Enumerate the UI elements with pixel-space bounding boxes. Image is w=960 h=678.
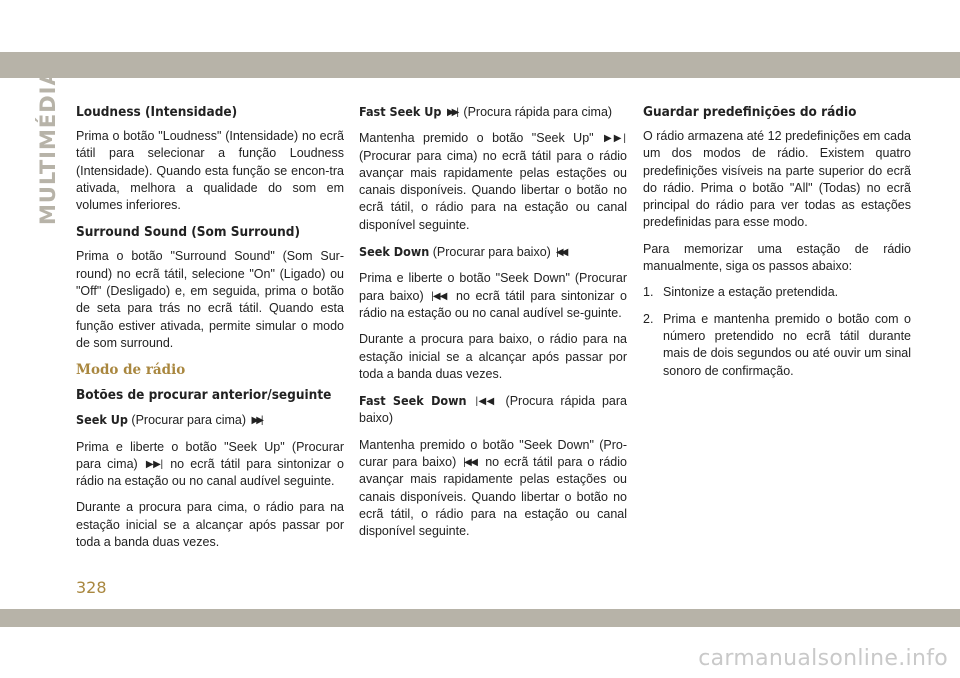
seek-down-desc: (Procurar para baixo) bbox=[432, 245, 551, 260]
paragraph-surround: Prima o botão "Surround Sound" (Som Sur-round) no ecrã tátil, selecione "On" (Ligado) ou "Off" (Desligado) e, em seguida, prima o botão de seta para trás no ecrã tátil. Quando esta função estiver ativada, permite simular o modo de som surround. bbox=[76, 249, 344, 350]
paragraph-memorizar: Para memorizar uma estação de rádio manualmente, siga os passos abaixo: bbox=[643, 241, 911, 274]
heading-surround: Surround Sound (Som Surround) bbox=[76, 224, 301, 241]
seek-up-title bbox=[76, 411, 344, 429]
list-item bbox=[643, 284, 911, 301]
seek-down-text-a: Prima e liberte o botão "Seek Down" (Procurar para baixo) bbox=[359, 271, 627, 303]
step-number: 1. bbox=[643, 285, 654, 300]
step-text: Sintonize a estação pretendida. bbox=[663, 285, 839, 300]
step-text: Prima e mantenha premido o botão com o número pretendido no ecrã tátil durante mais de dois segundos ou até ouvir um sinal sonoro de confirmação. bbox=[663, 311, 911, 378]
step-number: 2. bbox=[643, 311, 654, 326]
heading-loudness: Loudness (Intensidade) bbox=[76, 104, 238, 120]
fast-up-text-a: Mantenha premido o botão "Seek Up" bbox=[359, 131, 594, 146]
watermark-text: carmanualsonline.info bbox=[698, 646, 948, 671]
fast-down-text-a: Mantenha premido o botão "Seek Down" (Pro-curar para baixo) bbox=[359, 437, 627, 470]
paragraph-fast-seek-down bbox=[359, 437, 627, 541]
column-2 bbox=[359, 103, 627, 550]
fast-seek-up-desc: (Procura rápida para cima) bbox=[463, 105, 613, 119]
paragraph-guardar: O rádio armazena até 12 predefinições em cada um dos modos de rádio. Existem quatro predefinições visíveis na parte superior do ecrã do rádio. Prima o botão "All" (Todas) no ecrã principal do rádio para ver todas as estações predefinidas para esse modo. bbox=[643, 129, 911, 230]
fast-up-text-b: (Procurar para cima) no ecrã tátil para o rádio avançar mais rapidamente pelas estações ou canais disponíveis. Quando libertar o botão no ecrã tátil, o rádio para na estação ou canal disponível seguinte. bbox=[359, 148, 627, 232]
seek-up-lead: Seek Up bbox=[76, 412, 128, 428]
seek-up-text-b: no ecrã tátil para sintonizar o rádio na estação ou no canal audível seguinte. bbox=[76, 456, 344, 489]
seek-down-icon: |◀◀ bbox=[475, 396, 495, 408]
seek-down-title bbox=[359, 243, 627, 261]
seek-up-icon: ▶▶| bbox=[604, 133, 623, 145]
heading-guardar: Guardar predefinições do rádio bbox=[643, 104, 857, 120]
column-3 bbox=[643, 103, 911, 389]
seek-up-desc: (Procurar para cima) bbox=[131, 413, 247, 428]
fast-seek-up-title bbox=[359, 103, 627, 121]
seek-down-icon: |◀◀ bbox=[556, 247, 566, 259]
paragraph-seek-up bbox=[76, 439, 344, 491]
seek-down-icon: |◀◀ bbox=[463, 457, 477, 469]
heading-botoes-procurar: Botões de procurar anterior/seguinte bbox=[76, 387, 332, 404]
section-side-label: MULTIMÉDIA bbox=[36, 68, 60, 225]
heading-modo-radio: Modo de rádio bbox=[76, 362, 186, 379]
seek-up-icon: ▶▶| bbox=[251, 415, 261, 427]
seek-down-icon: |◀◀ bbox=[431, 290, 447, 302]
fast-seek-down-title bbox=[359, 392, 627, 428]
list-item bbox=[643, 311, 911, 380]
seek-down-text-b: no ecrã tátil para sintonizar o rádio na estação ou no canal audível se-guinte. bbox=[359, 288, 627, 320]
seek-up-icon: ▶▶| bbox=[145, 458, 161, 470]
seek-down-lead: Seek Down bbox=[359, 244, 430, 260]
paragraph-seek-up-wrap: Durante a procura para cima, o rádio para na estação inicial se a alcançar após passar por toda a banda duas vezes. bbox=[76, 500, 344, 550]
paragraph-fast-seek-up bbox=[359, 130, 627, 234]
top-margin bbox=[0, 0, 960, 52]
column-1 bbox=[76, 103, 344, 560]
fast-seek-up-lead: Fast Seek Up bbox=[359, 104, 442, 119]
paragraph-seek-down-wrap: Durante a procura para baixo, o rádio para na estação inicial se a alcançar após passar por toda a banda duas vezes. bbox=[359, 332, 627, 381]
seek-up-icon: ▶▶| bbox=[446, 107, 456, 118]
footer-bar bbox=[0, 609, 960, 627]
page-number: 328 bbox=[76, 578, 107, 597]
fast-seek-down-desc: (Procura rápida para baixo) bbox=[359, 394, 627, 426]
header-bar bbox=[0, 52, 960, 78]
seek-up-text-a: Prima e liberte o botão "Seek Up" (Procurar para cima) bbox=[76, 439, 344, 471]
steps-list bbox=[643, 284, 911, 379]
paragraph-seek-down bbox=[359, 270, 627, 322]
fast-seek-down-lead: Fast Seek Down bbox=[359, 393, 467, 409]
fast-down-text-b: no ecrã tátil para o rádio avançar mais rapidamente pelas estações ou canais disponíveis. Quando libertar o botão no ecrã tátil, o rádio para na estação ou canal disponível seguinte. bbox=[359, 455, 627, 539]
paragraph-loudness: Prima o botão "Loudness" (Intensidade) no ecrã tátil para selecionar a função Loudness (Intensidade). Quando esta função se encon-tra ativada, melhora a qualidade do som em volumes inferiores. bbox=[76, 129, 344, 213]
